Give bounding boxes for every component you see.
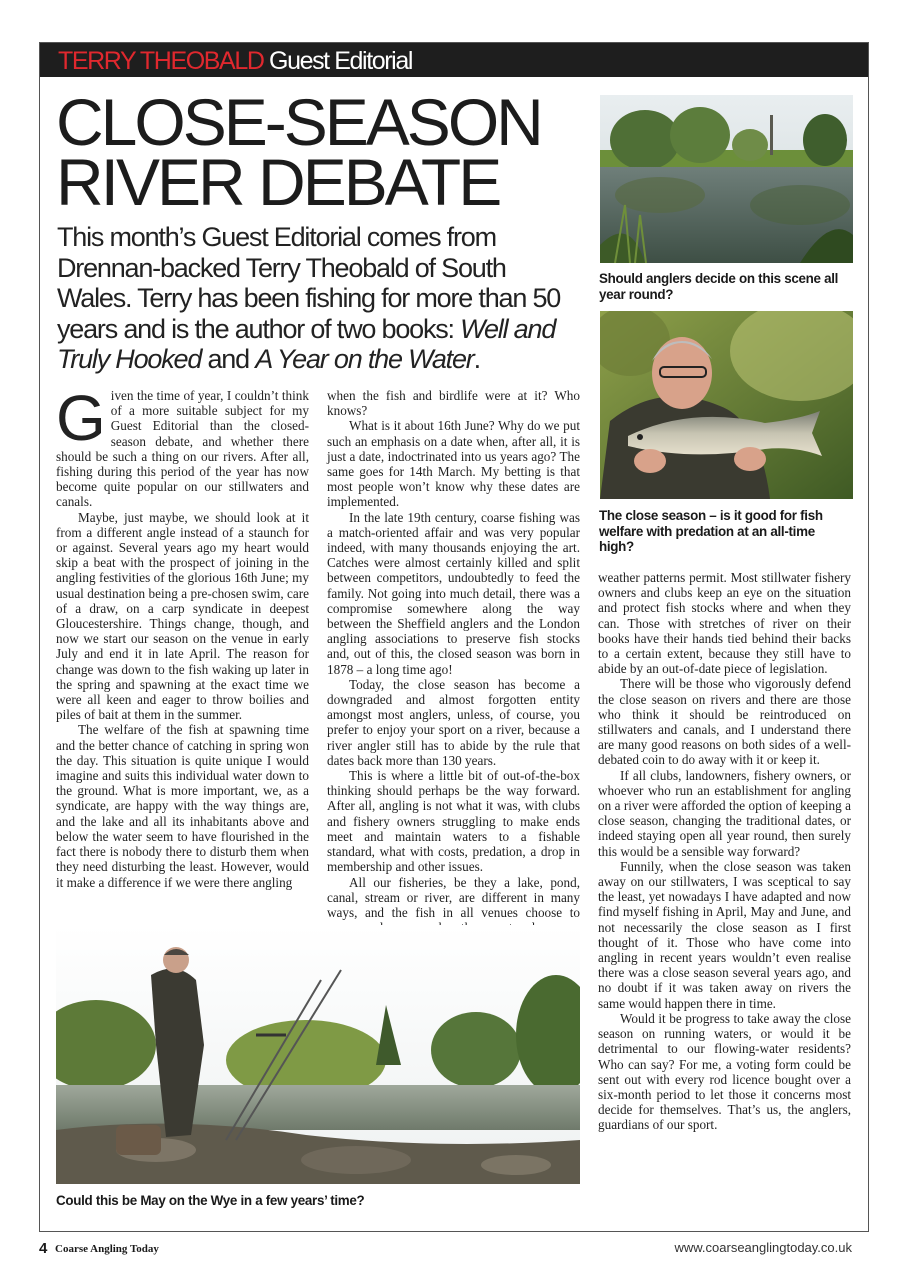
river-wye-angler-image [56,925,580,1184]
body-column-2 [327,388,580,935]
page-number: 4 [39,1240,48,1257]
body-paragraph: This is where a little bit of out-of-the-box thinking should perhaps be the way forward. After all, angling is not what it was, with clubs and fishery owners struggling to make ends meet and maintain waters to a fishable standard, what with costs, predation, a drop in membership and other issues. [327,768,580,875]
body-paragraph: when the fish and birdlife were at it? Who knows? [327,388,580,419]
body-paragraph: If all clubs, landowners, fishery owners, or whoever who run an establishment for angling on a river were afforded the option of keeping a close season, changing the traditional dates, or indeed staying open all year round, then surely this would be a sensible way forward? [598,767,851,859]
body-paragraph: weather patterns permit. Most stillwater fishery owners and clubs keep an eye on the situation and protect fish stocks where and when they can. Those with stretches of river on their books have their hands tied behind their backs to a certain extent, because they still have to abide by an out-of-date piece of legislation. [598,570,851,677]
body-column-3 [598,570,851,1133]
body-column-1 [56,382,309,890]
body-paragraph: The welfare of the fish at spawning time and the better chance of catching in spring won the day. This situation is quite unique I would imagine and suits this individual water down to the ground. What is more important, we, as a syndicate, are happy with the way things are, and the lake and all its inhabitants above and below the water seem to have flourished in the fact there is nobody there to disturb them when they need disturbing the least. However, would it make a difference if we were there angling [56,722,309,890]
body-paragraph: Would it be progress to take away the close season on running waters, or would it be detrimental to our flowing-water residents? Who can say? For me, a voting form could be sent out with every rod licence bought over a six-month period to let those it concerns most decide for themselves. That’s us, the anglers, guardians of our sport. [598,1010,851,1133]
fish-caption: The close season – is it good for fish welfare with predation at an all-time high? [599,508,823,554]
angler-with-chub-image [600,311,853,499]
body-paragraph: Maybe, just maybe, we should look at it from a different angle instead of a staunch for or against. Several years ago my heart would skip a beat with the prospect of joining in the angling festivities of the glorious 16th June; my usual destination being a pre-chosen swim, care of a draw, on a carp syndicate in deepest Gloucestershire. Things change, though, and now we start our season on the venue in early July and end it in late April. The reason for change was down to the fish waking up later in the spring and spawning at the exact time we were all keen and eager to throw boilies and piles of bait at them in the summer. [56,509,309,723]
section-label: Guest Editorial [269,47,412,75]
paragraph-text: iven the time of year, I couldn’t think of a more suitable subject for my Guest Editorial than the closed-season debate, and whether there should be such a thing on our rivers. After all, fishing during this period of the year has now become quite popular on our stillwaters and canals. [56,388,309,510]
standfirst-text: This month’s Guest Editorial comes from Drennan-backed Terry Theobald of South Wales. Terry has been fishing for more than 50 years and is the author of two books: [57,222,561,344]
river-photo [56,925,580,1184]
section-header [40,43,868,77]
author-name: TERRY THEOBALD [58,47,264,75]
body-paragraph: Today, the close season has become a downgraded and almost forgotten entity amongst most anglers, unless, of course, you prefer to enjoy your sport on a river, because a river angler still has to abide by the rule that dates back more than 130 years. [327,676,580,768]
book-title-2: A Year on the Water [255,344,474,374]
headline [56,85,596,219]
headline-line-1: CLOSE-SEASON [56,85,541,159]
drop-cap: G [56,382,106,454]
body-paragraph: There will be those who vigorously defend the close season on rivers and there are those who think it should be reintroduced on stillwaters and canals, and I understand there are many good reasons on both sides of a well-debated coin to do away with it or keep it. [598,676,851,768]
fish-photo [600,311,853,499]
body-paragraph: What is it about 16th June? Why do we put such an emphasis on a date when, after all, it is just a date, indoctrinated into us years ago? The same goes for 14th March. My betting is that most people won’t know why these dates are implemented. [327,418,580,510]
magazine-name: Coarse Angling Today [55,1243,159,1255]
river-caption: Could this be May on the Wye in a few years’ time? [56,1193,365,1208]
standfirst-and: and [201,344,256,374]
book-title-1: Well and Truly Hooked [57,313,556,374]
standfirst-end: . [473,344,480,374]
body-paragraph: Funnily, when the close season was taken away on our stillwaters, I was sceptical to say the least, yet nowadays I have adapted and now find myself fishing in April, May and June, and not necessarily the close season as I first thought of it. Those who have come into angling in recent years wouldn’t even realise there was a close season several years ago, and no doubt if it was taken away on rivers the same would happen there in time. [598,858,851,1011]
pond-photo [600,95,853,263]
body-paragraph [56,382,309,510]
header-text [58,45,412,77]
body-paragraph: In the late 19th century, coarse fishing was a match-oriented affair and was very popular indeed, with many thousands enjoying the art. Catches were almost certainly killed and split between competitors, undoubtedly to feed the family. Not going into much detail, there was a compromise somewhere along the way between the Sheffield anglers and the London angling associations to preserve fish stocks and, out of this, the closed season was born in 1878 – a long time ago! [327,509,580,677]
pond-caption: Should anglers decide on this scene all year round? [599,271,839,302]
body-paragraph: All our fisheries, be they a lake, pond, canal, stream or river, are different in many ways, and the fish in all venues choose to [327,874,580,920]
standfirst [57,222,582,375]
website-url[interactable]: www.coarseanglingtoday.co.uk [674,1240,852,1255]
pond-scene-image [600,95,853,263]
headline-line-2: RIVER DEBATE [56,145,500,219]
